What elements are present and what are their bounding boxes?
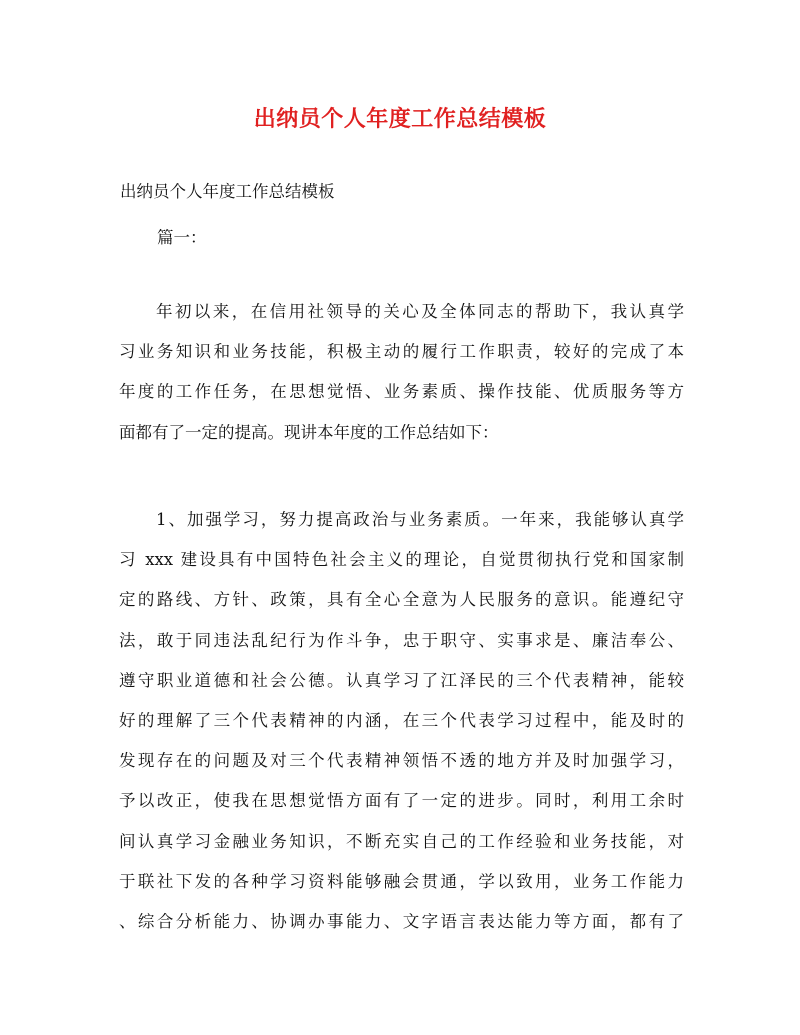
paragraph-line: 面都有了一定的提高。现讲本年度的工作总结如下： (119, 422, 499, 442)
paragraph-line: 1、加强学习，努力提高政治与业务素质。一年来，我能够认真学 (156, 510, 684, 529)
paragraph-line: 于联社下发的各种学习资料能够融会贯通，学以致用，业务工作能力 (119, 871, 684, 891)
paragraph-line: 间认真学习金融业务知识，不断充实自己的工作经验和业务技能，对 (119, 831, 684, 851)
paragraph-line: 定的路线、方针、政策，具有全心全意为人民服务的意识。能遵纪守 (119, 590, 684, 610)
paragraph-line: 发现存在的问题及对三个代表精神领悟不透的地方并及时加强学习， (119, 751, 684, 771)
paragraph-section-1 (119, 500, 684, 942)
paragraph-line: 习 xxx 建设具有中国特色社会主义的理论，自觉贯彻执行党和国家制 (119, 550, 684, 570)
paragraph-intro (119, 292, 684, 453)
paragraph-line: 习业务知识和业务技能，积极主动的履行工作职责，较好的完成了本 (119, 342, 684, 362)
paragraph-line: 予以改正，使我在思想觉悟方面有了一定的进步。同时，利用工余时 (119, 791, 684, 811)
document-subtitle: 出纳员个人年度工作总结模板 (120, 182, 335, 201)
paragraph-line: 法，敢于同违法乱纪行为作斗争，忠于职守、实事求是、廉洁奉公、 (119, 630, 684, 650)
paragraph-line: 好的理解了三个代表精神的内涵，在三个代表学习过程中，能及时的 (119, 711, 684, 731)
paragraph-line: 、综合分析能力、协调办事能力、文字语言表达能力等方面，都有了 (119, 912, 684, 932)
paragraph-line: 遵守职业道德和社会公德。认真学习了江泽民的三个代表精神，能较 (119, 670, 684, 690)
paragraph-line: 年初以来，在信用社领导的关心及全体同志的帮助下，我认真学 (156, 302, 684, 321)
part-label: 篇一： (157, 228, 207, 247)
paragraph-line: 年度的工作任务，在思想觉悟、业务素质、操作技能、优质服务等方 (119, 382, 684, 402)
document-title: 出纳员个人年度工作总结模板 (253, 106, 547, 132)
